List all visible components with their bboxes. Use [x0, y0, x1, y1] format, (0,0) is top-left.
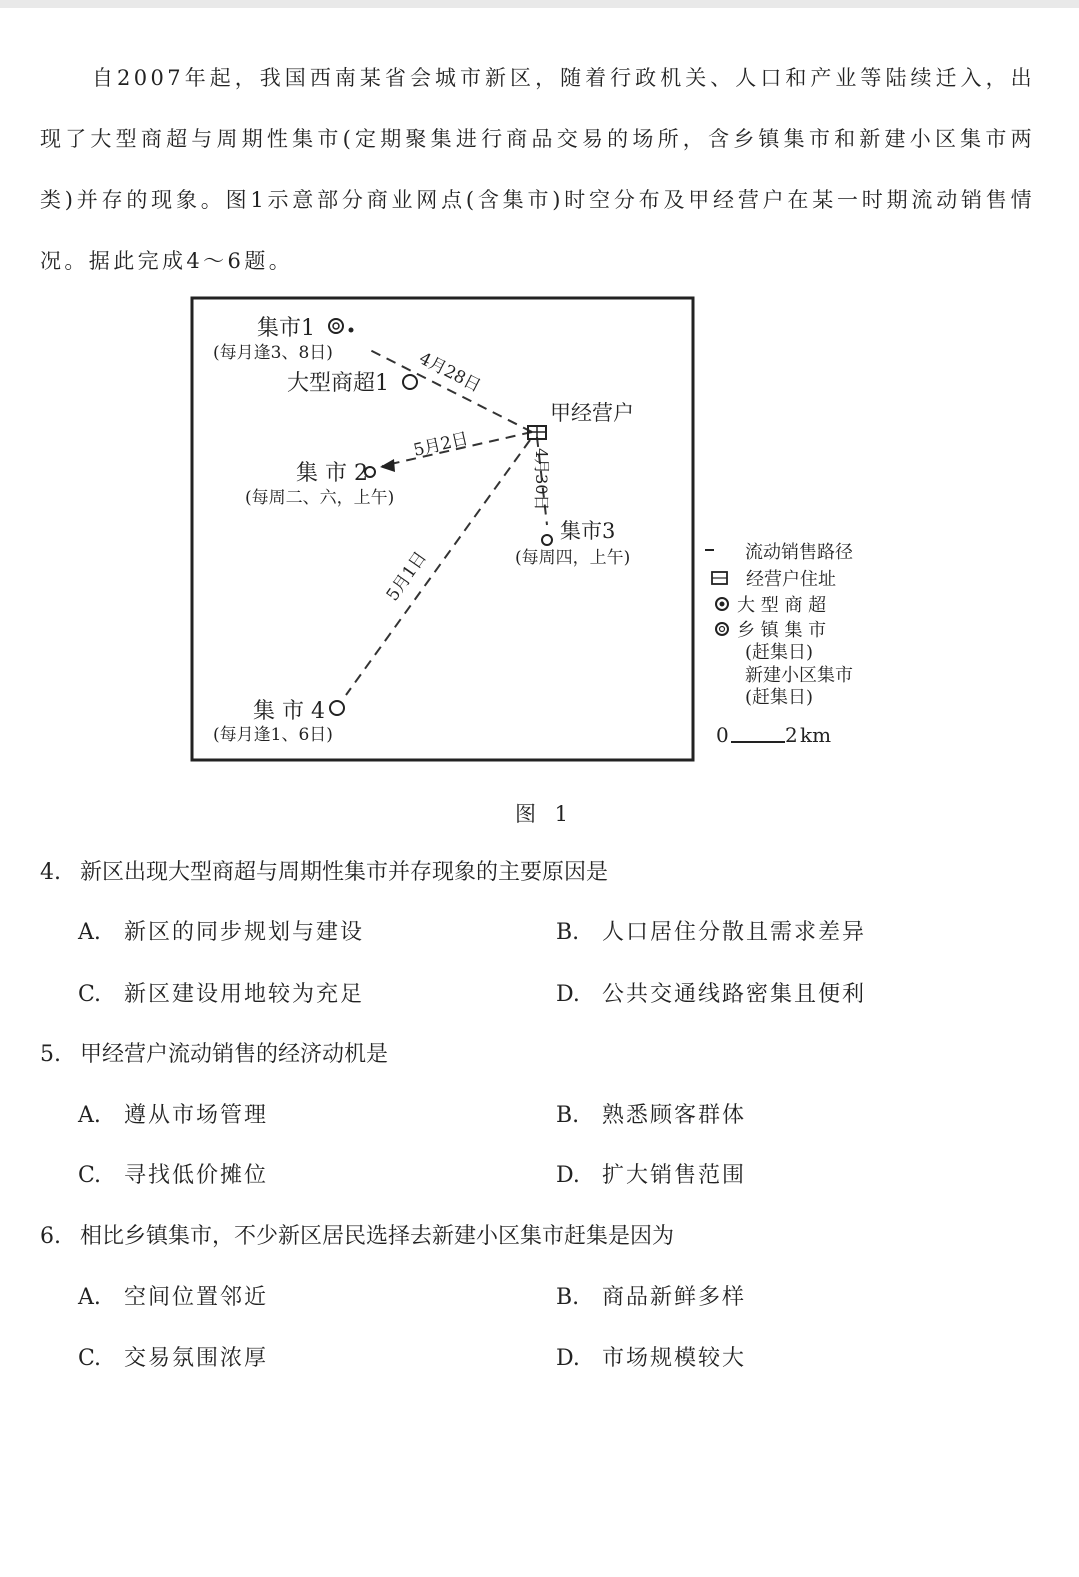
option-letter: D.: [556, 1346, 580, 1371]
option-letter: B.: [556, 1103, 580, 1128]
question-number: 6.: [40, 1224, 61, 1249]
option-letter: A.: [78, 1285, 101, 1310]
legend-township-market-label: 乡 镇 集 市: [737, 620, 827, 641]
option-letter: D.: [556, 982, 580, 1007]
vendor-home-icon: [528, 426, 546, 439]
figure-caption: 图 1: [515, 802, 575, 826]
question-stem: 甲经营户流动销售的经济动机是: [80, 1042, 389, 1067]
option-text: 人口居住分散且需求差异: [602, 920, 867, 945]
option-text: 交易氛围浓厚: [124, 1346, 269, 1371]
township-market-icon: [329, 319, 343, 333]
option-letter: C.: [78, 1163, 102, 1188]
market1-schedule: (每月逢3、8日): [213, 343, 333, 363]
route-date-market1: 4月28日: [415, 348, 485, 397]
supermarket-label: 大型商超1: [287, 371, 389, 396]
question-stem: 相比乡镇集市，不少新区居民选择去新建小区集市赶集是因为: [80, 1224, 675, 1249]
supermarket-icon: [403, 375, 417, 389]
legend-township-market-symbol: [716, 623, 728, 635]
question-number: 4.: [40, 860, 61, 885]
option-5b: [556, 1098, 746, 1129]
route-date-market2: 5月2日: [411, 428, 471, 461]
option-6c: [78, 1341, 268, 1372]
map-frame: [192, 298, 693, 760]
vendor-label: 甲经营户: [550, 401, 634, 425]
option-letter: A.: [78, 1103, 101, 1128]
legend-home-label: 经营户住址: [746, 569, 836, 590]
market1-label: 集市1: [257, 316, 315, 341]
option-letter: C.: [78, 982, 102, 1007]
option-text: 遵从市场管理: [124, 1103, 269, 1128]
legend-route-label: 流动销售路径: [745, 542, 853, 563]
question-6: [40, 1219, 674, 1250]
option-4d: [556, 977, 866, 1008]
route-line-to-market1: [370, 350, 532, 432]
option-text: 商品新鲜多样: [602, 1285, 747, 1310]
option-letter: C.: [78, 1346, 102, 1371]
option-6a: [78, 1280, 268, 1311]
legend-home-symbol: [712, 572, 727, 584]
option-letter: D.: [556, 1163, 580, 1188]
market4-label: 集 市 4: [253, 699, 325, 724]
option-5d: [556, 1158, 746, 1189]
option-text: 寻找低价摊位: [124, 1163, 269, 1188]
question-4: [40, 855, 608, 886]
legend-community-market-note: (赶集日): [745, 687, 814, 708]
market2-schedule: (每周二、六，上午): [245, 488, 395, 508]
legend-community-market-label: 新建小区集市: [745, 665, 853, 686]
legend-supermarket-symbol: [716, 598, 728, 610]
legend-township-market-note: (赶集日): [745, 642, 814, 663]
township-market-icon: [330, 701, 344, 715]
scale-zero: 0: [716, 723, 729, 747]
option-6d: [556, 1341, 746, 1372]
route-arrow-market2: [380, 459, 395, 472]
market4-schedule: (每月逢1、6日): [213, 725, 333, 745]
option-5a: [78, 1098, 268, 1129]
township-market-icon: [365, 467, 375, 477]
page-top-edge: [0, 0, 1079, 8]
legend-supermarket-label: 大 型 商 超: [737, 595, 827, 616]
question-5: [40, 1037, 388, 1068]
route-line-to-market4: [346, 440, 530, 695]
market3-schedule: (每周四，上午): [515, 548, 631, 568]
option-4c: [78, 977, 364, 1008]
option-letter: B.: [556, 1285, 580, 1310]
option-6b: [556, 1280, 746, 1311]
option-text: 新区建设用地较为充足: [124, 982, 365, 1007]
option-letter: B.: [556, 920, 580, 945]
option-5c: [78, 1158, 268, 1189]
intro-paragraph: 自2007年起，我国西南某省会城市新区，随着行政机关、人口和产业等陆续迁入，出现了大型商超与周期性集市(定期聚集进行商品交易的场所，含乡镇集市和新建小区集市两类)并存的现象。图1示意部分商业网点(含集市)时空分布及甲经营户在某一时期流动销售情况。据此完成4～6题。: [40, 66, 1035, 273]
market2-label: 集 市 2: [296, 461, 368, 486]
option-4b: [556, 915, 866, 946]
option-letter: A.: [78, 920, 101, 945]
question-stem: 新区出现大型商超与周期性集市并存现象的主要原因是: [80, 860, 609, 885]
route-date-market4: 5月1日: [382, 547, 432, 605]
option-text: 公共交通线路密集且便利: [602, 982, 867, 1007]
option-4a: [78, 915, 364, 946]
route-line-to-market3: [537, 437, 547, 525]
scale-unit: km: [800, 723, 832, 747]
scale-value: 2: [785, 723, 798, 747]
route-date-market3: 4月30日: [532, 448, 551, 511]
option-text: 市场规模较大: [602, 1346, 747, 1371]
route-line-to-market2: [382, 432, 532, 466]
question-number: 5.: [40, 1042, 61, 1067]
option-text: 熟悉顾客群体: [602, 1103, 747, 1128]
option-text: 新区的同步规划与建设: [124, 920, 365, 945]
option-text: 扩大销售范围: [602, 1163, 747, 1188]
community-market-icon: [542, 535, 552, 545]
market3-label: 集市3: [560, 519, 616, 543]
option-text: 空间位置邻近: [124, 1285, 269, 1310]
